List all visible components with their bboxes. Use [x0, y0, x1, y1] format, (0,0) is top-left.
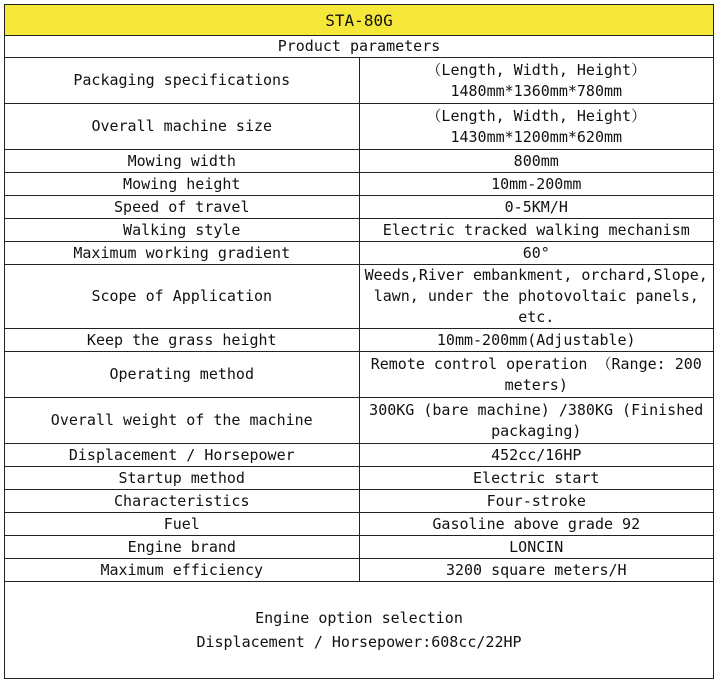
row-value-line1: （Length, Width, Height） — [426, 106, 647, 125]
spec-sheet — [4, 4, 714, 680]
row-label: Scope of Application — [5, 265, 360, 329]
row-label: Startup method — [5, 467, 360, 490]
row-value-line1: （Length, Width, Height） — [426, 60, 647, 79]
row-value: Gasoline above grade 92 — [359, 513, 714, 536]
row-value — [359, 58, 714, 104]
table-row — [5, 559, 714, 582]
row-value-line2: packaging) — [491, 421, 582, 440]
row-label: Fuel — [5, 513, 360, 536]
row-value — [359, 398, 714, 444]
row-value: 10mm-200mm — [359, 173, 714, 196]
row-value-line2: 1480mm*1360mm*780mm — [450, 81, 623, 100]
row-label: Speed of travel — [5, 196, 360, 219]
table-row — [5, 513, 714, 536]
spec-table — [4, 4, 714, 679]
row-value: 3200 square meters/H — [359, 559, 714, 582]
engine-option-note — [5, 582, 714, 679]
row-label: Overall machine size — [5, 104, 360, 150]
row-value-line2: lawn, under the photovoltaic panels, etc. — [373, 287, 699, 326]
row-label: Displacement / Horsepower — [5, 444, 360, 467]
model-title: STA-80G — [5, 5, 714, 36]
row-value: 452cc/16HP — [359, 444, 714, 467]
table-row — [5, 219, 714, 242]
table-row — [5, 265, 714, 329]
row-value-line2: 1430mm*1200mm*620mm — [450, 127, 623, 146]
row-value — [359, 265, 714, 329]
row-value: Four-stroke — [359, 490, 714, 513]
title-row — [5, 5, 714, 36]
row-label: Packaging specifications — [5, 58, 360, 104]
row-value: 60° — [359, 242, 714, 265]
table-row — [5, 58, 714, 104]
row-label: Keep the grass height — [5, 329, 360, 352]
row-value: Electric start — [359, 467, 714, 490]
table-row — [5, 398, 714, 444]
row-value — [359, 352, 714, 398]
table-row — [5, 150, 714, 173]
row-label: Maximum efficiency — [5, 559, 360, 582]
row-label: Walking style — [5, 219, 360, 242]
table-row — [5, 467, 714, 490]
table-row — [5, 536, 714, 559]
row-label: Mowing height — [5, 173, 360, 196]
section-header: Product parameters — [5, 36, 714, 58]
table-row — [5, 444, 714, 467]
row-label: Overall weight of the machine — [5, 398, 360, 444]
table-row — [5, 104, 714, 150]
footer-row — [5, 582, 714, 679]
table-row — [5, 242, 714, 265]
row-value: 0-5KM/H — [359, 196, 714, 219]
table-row — [5, 352, 714, 398]
engine-option-title: Engine option selection — [255, 609, 463, 627]
row-label: Characteristics — [5, 490, 360, 513]
table-row — [5, 173, 714, 196]
row-label: Operating method — [5, 352, 360, 398]
row-value: Electric tracked walking mechanism — [359, 219, 714, 242]
table-row — [5, 329, 714, 352]
row-label: Engine brand — [5, 536, 360, 559]
row-value: 10mm-200mm(Adjustable) — [359, 329, 714, 352]
row-value-line1: Weeds,River embankment, orchard,Slope, — [364, 266, 708, 284]
row-label: Mowing width — [5, 150, 360, 173]
table-row — [5, 490, 714, 513]
row-value-line2: meters) — [504, 375, 568, 394]
row-value: LONCIN — [359, 536, 714, 559]
engine-option-detail: Displacement / Horsepower:608cc/22HP — [196, 633, 522, 651]
table-row — [5, 196, 714, 219]
section-header-row — [5, 36, 714, 58]
row-value — [359, 104, 714, 150]
row-value: 800mm — [359, 150, 714, 173]
row-value-line1: Remote control operation （Range: 200 — [370, 354, 702, 373]
row-label: Maximum working gradient — [5, 242, 360, 265]
row-value-line1: 300KG (bare machine) /380KG (Finished — [369, 400, 704, 419]
